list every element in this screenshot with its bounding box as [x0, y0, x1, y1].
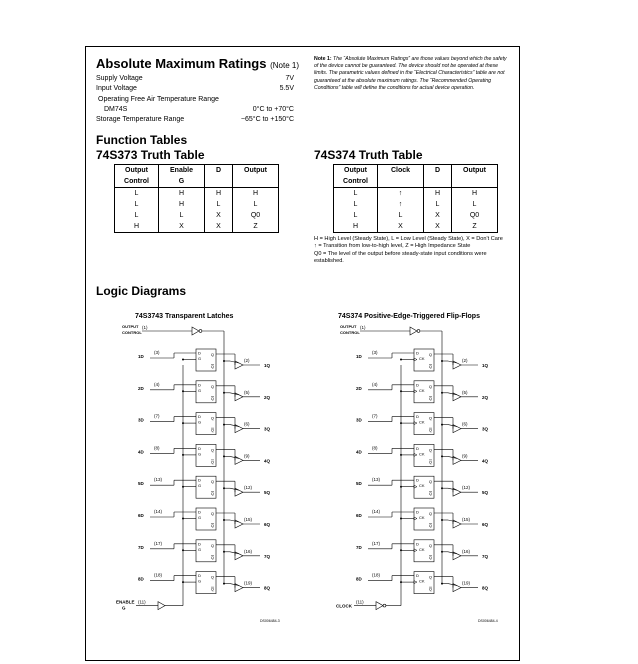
truth-table-374: Output Clock D Output Control L ↑ H H L ↑ L L L L X Q0 H X X Z — [333, 164, 498, 233]
output-label: 7Q — [264, 553, 271, 559]
cell-pin-label: D — [416, 350, 419, 356]
truth-table-373-title: 74S373 Truth Table — [96, 148, 205, 162]
cell-pin-label: D — [416, 414, 419, 420]
cell-pin-label: Q — [210, 511, 214, 516]
rating-row: Input Voltage 5.5V — [96, 85, 294, 92]
input-label: 8D — [356, 576, 362, 582]
cell-pin-label: Q — [210, 395, 214, 401]
cell-pin-label: Q — [210, 427, 214, 433]
pin-label: (2) — [244, 358, 250, 363]
cell-pin-label: Q — [428, 586, 432, 592]
cell-pin-label: Q — [428, 554, 432, 560]
input-label: 2D — [138, 385, 144, 391]
junction-dot — [182, 486, 184, 488]
pin-label: (4) — [372, 381, 378, 387]
output-label: 1Q — [482, 363, 489, 368]
cell-pin-label: D — [416, 382, 419, 388]
logic-diagrams-heading: Logic Diagrams — [96, 284, 187, 298]
output-label: 8Q — [482, 585, 489, 591]
pin-label: (7) — [372, 413, 378, 419]
truth-table-374-title: 74S374 Truth Table — [314, 148, 423, 162]
cell-pin-label: Q — [210, 554, 214, 560]
junction-dot — [182, 390, 184, 392]
amr-title: Absolute Maximum Ratings (Note 1) — [96, 56, 299, 71]
cell-pin-label: G — [198, 419, 202, 425]
junction-dot — [223, 424, 225, 426]
junction-dot — [441, 424, 443, 426]
cell-pin-label: G — [198, 515, 202, 520]
cell-pin-label: D — [416, 445, 419, 451]
latch-diagram-title: 74S3743 Transparent Latches — [135, 313, 234, 320]
output-label: 2Q — [264, 394, 271, 400]
cell-pin-label: CK — [419, 546, 425, 552]
pin-label: (16) — [462, 548, 471, 554]
legend-line: Q0 = The level of the output before steady-state input conditions were established. — [314, 250, 487, 265]
cell-pin-label: CK — [419, 515, 425, 520]
pin-label: (9) — [244, 453, 250, 459]
latch-diagram — [116, 324, 280, 623]
legend-line: H = High Level (Steady State), L = Low Level (Steady State), X = Don't Care — [314, 236, 503, 242]
input-label: 7D — [356, 544, 362, 550]
cell-pin-label: Q — [428, 523, 432, 528]
cell-pin-label: Q — [428, 542, 432, 548]
pin-label: (13) — [154, 477, 163, 483]
flipflop-diagram — [336, 324, 498, 623]
cell-pin-label: D — [198, 382, 201, 388]
note-1: Note 1: The “Absolute Maximum Ratings” are those values beyond which the safety of the device cannot be guaranteed. The device should not be operated at these limits. The parametric values defined in the “Electrical Characteristics” table are not guaranteed at the absolute maximum ratings. The “Recommended Operating Conditions” table will define the conditions for actual device operation. — [314, 56, 507, 91]
output-control-label: CONTROL — [340, 330, 360, 335]
junction-dot — [400, 486, 402, 488]
input-label: 5D — [356, 481, 362, 487]
cell-pin-label: D — [416, 477, 419, 483]
output-label: 5Q — [264, 490, 271, 496]
cell-pin-label: CK — [419, 578, 425, 584]
pin-label: (17) — [372, 540, 381, 546]
cell-pin-label: Q — [210, 364, 214, 369]
cell-pin-label: D — [416, 573, 419, 579]
legend-line: ↑ = Transition from low-to-high level, Z = High Impedance State — [314, 243, 471, 250]
pin-label: (16) — [244, 548, 253, 554]
junction-dot — [182, 549, 184, 551]
input-label: 2D — [356, 385, 362, 391]
inverter-bubble — [383, 604, 386, 607]
pin-label: (7) — [154, 413, 160, 419]
pin-label: (19) — [244, 580, 253, 586]
pin-label: (12) — [244, 485, 253, 491]
pin-label: (5) — [244, 389, 250, 395]
cell-pin-label: Q — [210, 574, 214, 580]
input-label: 1D — [356, 354, 362, 359]
junction-dot — [223, 551, 225, 553]
pin-label: (11) — [356, 599, 364, 605]
clock-triangle — [414, 581, 417, 584]
junction-dot — [182, 581, 184, 583]
cell-pin-label: Q — [210, 383, 214, 389]
junction-dot — [223, 519, 225, 521]
pin-label: (18) — [372, 572, 381, 578]
cell-pin-label: CK — [419, 387, 425, 393]
pin-label: (19) — [462, 580, 471, 586]
inverter-bubble — [417, 330, 420, 333]
pin-label: (2) — [462, 358, 468, 363]
junction-dot — [441, 455, 443, 457]
input-label: 4D — [138, 449, 144, 455]
junction-dot — [223, 487, 225, 489]
cell-pin-label: CK — [419, 483, 425, 489]
pin-label: (8) — [372, 445, 378, 451]
output-label: 7Q — [482, 553, 489, 559]
cell-pin-label: Q — [428, 364, 432, 369]
junction-dot — [441, 519, 443, 521]
control-buffer — [376, 602, 383, 610]
cell-pin-label: Q — [428, 427, 432, 433]
pin-label: (13) — [372, 477, 381, 483]
clock-triangle — [414, 422, 417, 425]
junction-dot — [182, 359, 184, 361]
figure-code: DS006484-3 — [260, 619, 280, 623]
clock-triangle — [414, 358, 417, 361]
output-label: 4Q — [264, 458, 271, 464]
junction-dot — [400, 454, 402, 456]
clock-triangle — [414, 390, 417, 393]
rating-row: Storage Temperature Range −65°C to +150°C — [96, 116, 294, 123]
output-control-label: OUTPUT — [122, 324, 139, 329]
cell-pin-label: G — [198, 546, 202, 552]
clock-triangle — [414, 549, 417, 552]
pin-label: (12) — [462, 485, 471, 491]
pin-label: (15) — [244, 517, 253, 522]
cell-pin-label: D — [198, 414, 201, 420]
control-buffer — [158, 602, 165, 610]
cell-pin-label: CK — [419, 419, 425, 425]
cell-pin-label: Q — [428, 479, 432, 485]
cell-pin-label: Q — [210, 586, 214, 592]
cell-pin-label: Q — [428, 491, 432, 497]
cell-pin-label: Q — [428, 459, 432, 465]
cell-pin-label: CK — [419, 356, 425, 361]
enable-label: G — [122, 605, 126, 611]
pin-label: (4) — [154, 381, 160, 387]
cell-pin-label: G — [198, 387, 202, 393]
clock-triangle — [414, 453, 417, 456]
pin-label: (5) — [462, 389, 468, 395]
junction-dot — [400, 390, 402, 392]
clock-triangle — [414, 517, 417, 520]
junction-dot — [400, 518, 402, 520]
cell-pin-label: Q — [428, 511, 432, 516]
cell-pin-label: Q — [428, 447, 432, 453]
cell-pin-label: Q — [210, 415, 214, 421]
cell-pin-label: Q — [210, 491, 214, 497]
cell-pin-label: D — [198, 573, 201, 579]
cell-pin-label: CK — [419, 451, 425, 457]
junction-dot — [182, 422, 184, 424]
junction-dot — [400, 549, 402, 551]
rating-row: DM74S 0°C to +70°C — [104, 106, 294, 113]
junction-dot — [223, 392, 225, 394]
junction-dot — [441, 360, 443, 362]
cell-pin-label: G — [198, 483, 202, 489]
cell-pin-label: Q — [428, 383, 432, 389]
pin-label: (1) — [142, 325, 148, 330]
output-label: 3Q — [264, 426, 271, 432]
junction-dot — [223, 360, 225, 362]
pin-label: (14) — [372, 509, 381, 514]
enable-label: ENABLE — [116, 599, 135, 605]
pin-label: (14) — [154, 509, 163, 514]
input-label: 8D — [138, 576, 144, 582]
rating-row: Operating Free Air Temperature Range — [98, 96, 219, 103]
junction-dot — [223, 455, 225, 457]
pin-label: (6) — [462, 421, 468, 427]
pin-label: (9) — [462, 453, 468, 459]
junction-dot — [400, 359, 402, 361]
cell-pin-label: Q — [428, 574, 432, 580]
buffer-gate — [192, 327, 199, 335]
output-label: 8Q — [264, 585, 271, 591]
pin-label: (1) — [360, 325, 366, 330]
cell-pin-label: Q — [210, 479, 214, 485]
junction-dot — [400, 422, 402, 424]
output-control-label: CONTROL — [122, 330, 142, 335]
junction-dot — [441, 583, 443, 585]
cell-pin-label: Q — [210, 352, 214, 357]
output-label: 3Q — [482, 426, 489, 432]
flipflop-diagram-title: 74S374 Positive-Edge-Triggered Flip-Flops — [338, 313, 480, 320]
input-label: 3D — [138, 417, 144, 423]
pin-label: (6) — [244, 421, 250, 427]
rating-row: Supply Voltage 7V — [96, 75, 294, 82]
pin-label: (3) — [154, 350, 160, 355]
input-label: 1D — [138, 354, 144, 359]
cell-pin-label: G — [198, 451, 202, 457]
output-label: 6Q — [264, 522, 271, 527]
pin-label: (17) — [154, 540, 163, 546]
output-label: 5Q — [482, 490, 489, 496]
junction-dot — [441, 551, 443, 553]
function-tables-heading: Function Tables — [96, 133, 188, 147]
pin-label: (15) — [462, 517, 471, 522]
input-label: 3D — [356, 417, 362, 423]
output-control-label: OUTPUT — [340, 324, 357, 329]
pin-label: (11) — [138, 599, 146, 605]
output-label: 1Q — [264, 363, 271, 368]
cell-pin-label: Q — [210, 459, 214, 465]
output-label: 2Q — [482, 394, 489, 400]
truth-table-373: Output Enable D Output Control G L H H H L H L L L L X Q0 H X X Z — [114, 164, 279, 233]
pin-label: (18) — [154, 572, 163, 578]
junction-dot — [441, 487, 443, 489]
cell-pin-label: D — [198, 509, 201, 515]
cell-pin-label: D — [416, 541, 419, 547]
clock-triangle — [414, 485, 417, 488]
cell-pin-label: D — [198, 350, 201, 356]
junction-dot — [441, 392, 443, 394]
cell-pin-label: Q — [428, 415, 432, 421]
cell-pin-label: D — [416, 509, 419, 515]
cell-pin-label: G — [198, 356, 202, 361]
input-label: 7D — [138, 544, 144, 550]
cell-pin-label: G — [198, 578, 202, 584]
cell-pin-label: Q — [210, 523, 214, 528]
clock-label: CLOCK — [336, 603, 352, 609]
cell-pin-label: D — [198, 445, 201, 451]
buffer-gate — [410, 327, 417, 335]
figure-code: DS006484-4 — [478, 619, 498, 623]
junction-dot — [223, 583, 225, 585]
output-label: 6Q — [482, 522, 489, 527]
pin-label: (3) — [372, 350, 378, 355]
pin-label: (8) — [154, 445, 160, 451]
junction-dot — [182, 454, 184, 456]
output-label: 4Q — [482, 458, 489, 464]
cell-pin-label: Q — [210, 542, 214, 548]
cell-pin-label: D — [198, 541, 201, 547]
cell-pin-label: Q — [210, 447, 214, 453]
input-label: 6D — [138, 513, 144, 518]
input-label: 5D — [138, 481, 144, 487]
junction-dot — [400, 581, 402, 583]
inverter-bubble — [199, 330, 202, 333]
input-label: 4D — [356, 449, 362, 455]
cell-pin-label: Q — [428, 352, 432, 357]
junction-dot — [182, 518, 184, 520]
cell-pin-label: D — [198, 477, 201, 483]
cell-pin-label: Q — [428, 395, 432, 401]
input-label: 6D — [356, 513, 362, 518]
